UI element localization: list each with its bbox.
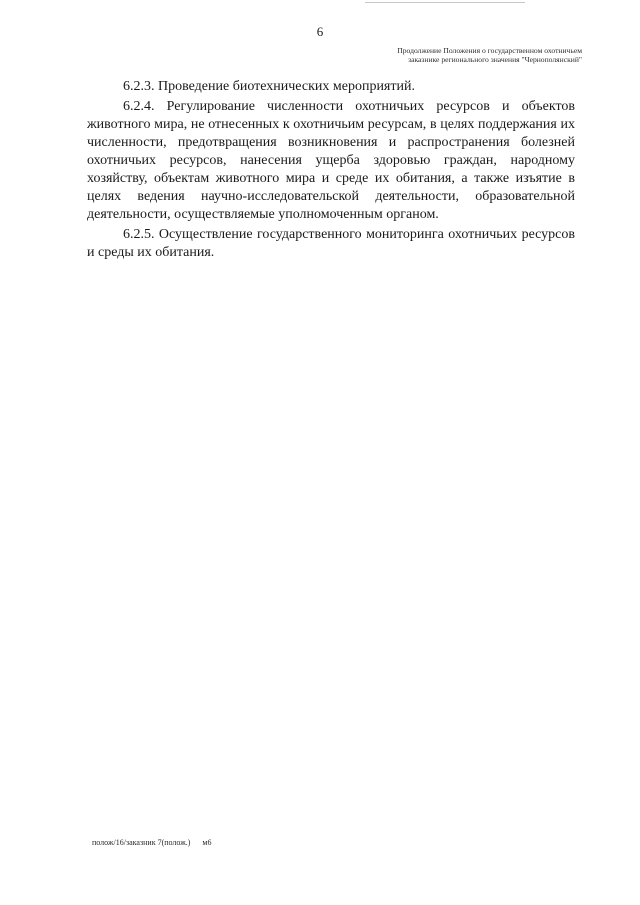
paragraph-6-2-3: 6.2.3. Проведение биотехнических мероприятий. xyxy=(123,79,415,94)
running-header xyxy=(322,46,582,64)
scan-artifact xyxy=(365,2,525,3)
document-body xyxy=(87,78,575,264)
page-number: 6 xyxy=(316,24,324,39)
running-header-line-2: заказнике регионального значения "Чернополянский" xyxy=(408,55,582,64)
paragraph-6-2-4: 6.2.4. Регулирование численности охотничьих ресурсов и объектов животного мира, не отнесенных к охотничьим ресурсам, в целях поддержания их численности, предотвращения возникновения и распространения болезней охотничьих ресурсов, нанесения ущерба здоровью граждан, народному хозяйству, объектам животного мира и среде их обитания, а также изъятие в целях ведения научно-исследовательской деятельности, образовательной деятельности, осуществляемые уполномоченным органом. xyxy=(87,99,575,222)
footer-file-code: полож/16/заказник 7(полож.) м6 xyxy=(92,838,212,847)
paragraph-6-2-5: 6.2.5. Осуществление государственного мониторинга охотничьих ресурсов и среды их обитания. xyxy=(87,227,575,260)
running-header-line-1: Продолжение Положения о государственном охотничьем xyxy=(397,46,582,55)
